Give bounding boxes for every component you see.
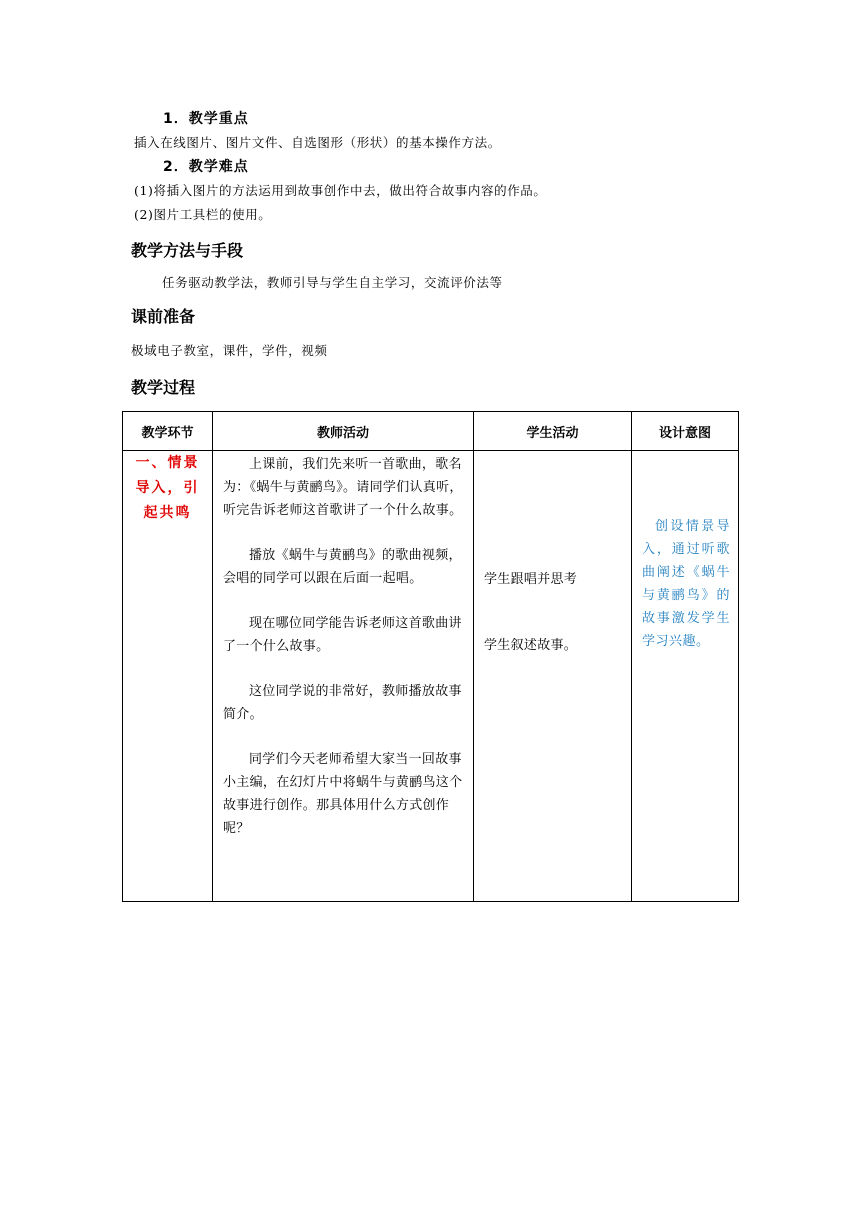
preparation-content: 极域电子教室，课件，学件，视频 — [131, 343, 328, 358]
column-header-intent: 设计意图 — [632, 412, 739, 451]
methods-content: 任务驱动教学法，教师引导与学生自主学习，交流评价法等 — [162, 275, 503, 290]
teacher-paragraph: 上课前，我们先来听一首歌曲，歌名为：《蜗牛与黄鹂鸟》。请同学们认真听，听完告诉老师这首歌讲了一个什么故事。 — [223, 457, 463, 518]
key-points-heading: 1．教学重点 — [163, 111, 249, 127]
teacher-activity-cell — [213, 451, 474, 902]
design-intent-cell — [632, 451, 739, 902]
column-header-stage: 教学环节 — [123, 412, 213, 451]
column-header-teacher: 教师活动 — [213, 412, 474, 451]
methods-heading: 教学方法与手段 — [131, 241, 244, 260]
design-intent-text: 创设情景导入，通过听歌曲阐述《蜗牛与黄鹂鸟》的故事激发学生学习兴趣。 — [642, 519, 730, 649]
column-header-student: 学生活动 — [474, 412, 632, 451]
teaching-process-table — [122, 411, 739, 902]
student-activity: 学生叙述故事。 — [484, 638, 578, 653]
student-activity-cell — [474, 451, 632, 902]
table-header-row — [123, 412, 739, 451]
stage-cell — [123, 451, 213, 902]
stage-label: 一、情景导入，引起共鸣 — [135, 455, 200, 521]
difficulty-item-1: (1)将插入图片的方法运用到故事创作中去，做出符合故事内容的作品。 — [134, 183, 547, 198]
preparation-heading: 课前准备 — [131, 307, 196, 326]
difficulty-item-2: (2)图片工具栏的使用。 — [134, 207, 272, 222]
teacher-paragraph: 播放《蜗牛与黄鹂鸟》的歌曲视频，会唱的同学可以跟在后面一起唱。 — [223, 548, 462, 586]
process-heading: 教学过程 — [131, 378, 196, 397]
table-row — [123, 451, 739, 902]
teacher-paragraph: 现在哪位同学能告诉老师这首歌曲讲了一个什么故事。 — [223, 616, 462, 654]
difficulties-heading: 2．教学难点 — [163, 159, 249, 175]
teacher-paragraph: 这位同学说的非常好，教师播放故事简介。 — [223, 684, 462, 722]
student-activity: 学生跟唱并思考 — [484, 572, 578, 587]
key-points-content: 插入在线图片、图片文件、自选图形（形状）的基本操作方法。 — [134, 135, 501, 150]
teacher-paragraph: 同学们今天老师希望大家当一回故事小主编，在幻灯片中将蜗牛与黄鹂鸟这个故事进行创作。那具体用什么方式创作呢？ — [223, 752, 463, 836]
